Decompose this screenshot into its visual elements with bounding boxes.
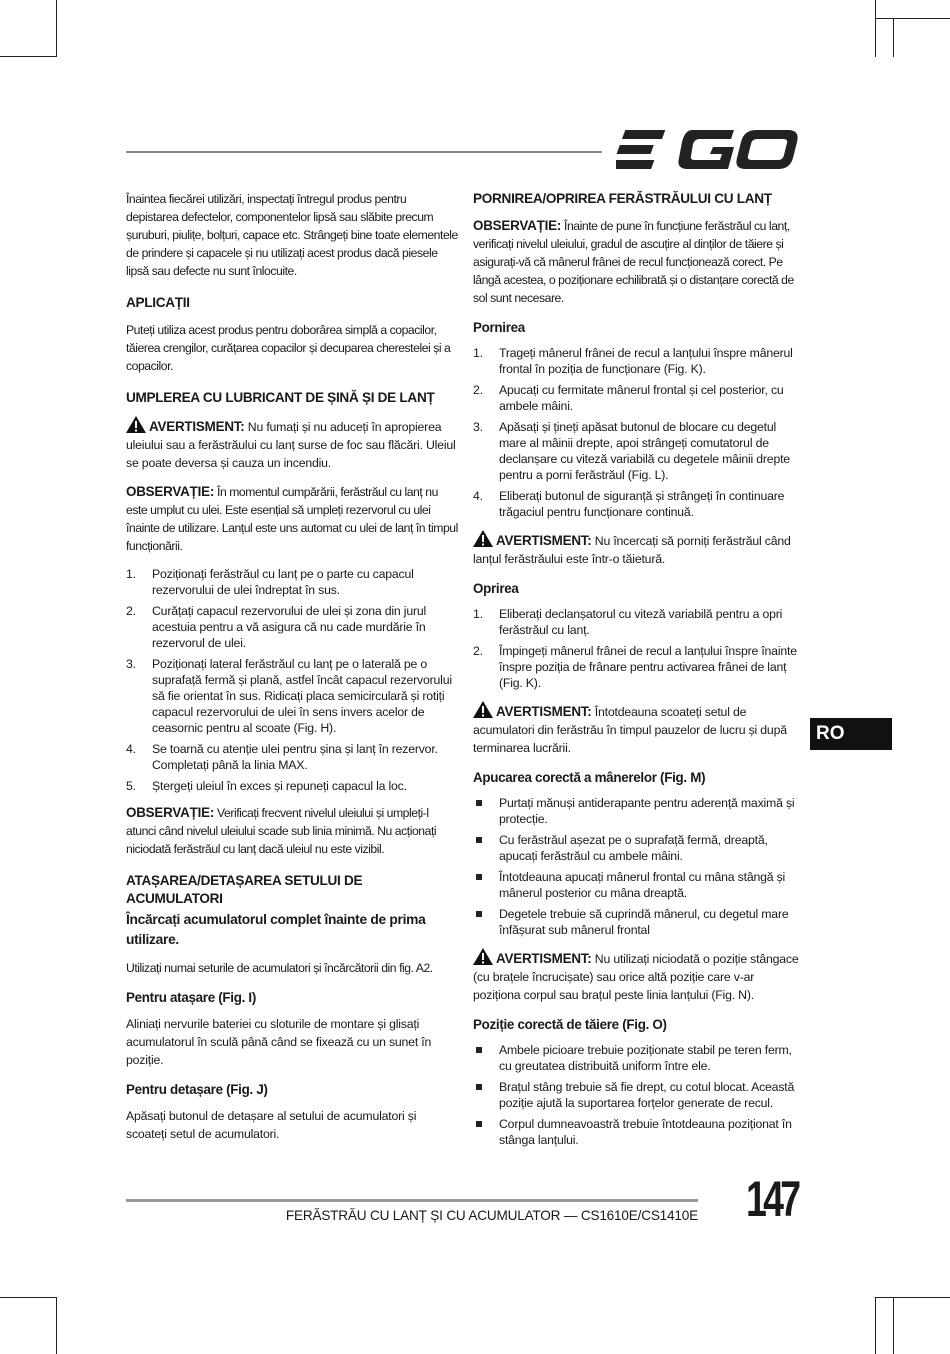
bullet-square-icon (476, 1084, 482, 1090)
battery-paragraph: Utilizați numai seturile de acumulatori și încărcătorii din fig. A2. (126, 961, 433, 975)
list-item (473, 419, 803, 483)
crop-mark (875, 1297, 950, 1298)
list-item (126, 603, 458, 651)
cutting-heading: Poziție corectă de tăiere (Fig. O) (473, 1017, 667, 1032)
step-text: Eliberați declanșatorul cu viteză variabilă pentru a opri ferăstrăul cu lanț. (499, 607, 783, 637)
warning-block (126, 416, 458, 472)
warning-icon (473, 530, 493, 547)
list-item (473, 869, 803, 901)
step-text: Se toarnă cu atenție ulei pentru șina și lanț în rezervor. Completați până la linia MAX. (152, 742, 438, 772)
warning-block (473, 948, 803, 1004)
warning-text: Nu încercați să porniți ferăstrăul când lanțul ferăstrăului este într-o tăietură. (473, 534, 791, 566)
step-number: 4. (473, 489, 483, 503)
step-number: 3. (126, 657, 136, 671)
list-item (473, 1116, 803, 1148)
bullet-text: Brațul stâng trebuie să fie drept, cu cotul blocat. Această poziție ajută la suportarea forțelor generate de recul. (499, 1080, 795, 1110)
detach-paragraph: Apăsați butonul de detașare al setului de acumulatori și scoateți setul de acumulatori. (126, 1109, 417, 1141)
bullet-text: Corpul dumneavoastră trebuie întotdeauna poziționat în stânga lanțului. (499, 1117, 792, 1147)
list-item (473, 1042, 803, 1074)
crop-mark (56, 0, 57, 57)
note-block (126, 804, 458, 858)
step-number: 2. (473, 644, 483, 658)
bullet-text: Purtați mănuși antiderapante pentru aderență maximă și protecție. (499, 796, 795, 826)
note-block (473, 217, 803, 307)
bullet-square-icon (476, 837, 482, 843)
stop-steps (473, 606, 803, 691)
warning-label: AVERTISMENT: (496, 533, 592, 548)
cutting-list (473, 1042, 803, 1148)
warning-text: Întotdeauna scoateți setul de acumulatori din ferăstrău în timpul pauzelor de lucru și după terminarea lucrării. (473, 705, 787, 755)
step-text: Apăsați și țineți apăsat butonul de blocare cu degetul mare al mâinii drepte, apoi strângeți comutatorul de declanșare cu viteză variabilă cu degetele mâinii drepte pentru a porni ferăstrăul (Fig. L). (499, 420, 790, 482)
note-block (126, 483, 458, 555)
step-number: 2. (126, 604, 136, 618)
note-text: În momentul cumpărării, ferăstrăul cu lanț nu este umplut cu ulei. Este esențial să umpleți rezervorul cu ulei înainte de utilizare. Lanțul este uns automat cu ulei de lanț în timpul funcționării. (126, 485, 458, 553)
crop-mark (0, 56, 57, 57)
step-text: Trageți mânerul frânei de recul a lanțului înspre mânerul frontal în poziția de funcționare (Fig. K). (499, 346, 793, 376)
step-text: Apucați cu fermitate mânerul frontal și cel posterior, cu ambele mâini. (499, 383, 784, 413)
note-text: Înainte de pune în funcțiune ferăstrăul cu lanț, verificați nivelul uleiului, gradul de ascuțire al dinților de tăiere și asigurați-vă că mânerul frânei de recul funcționează corect. Pe lângă acestea, o poziționare echilibrată și o distanțare corectă de sol sunt necesare. (473, 219, 794, 305)
stop-heading: Oprirea (473, 581, 519, 596)
section-heading-start-stop: PORNIREA/OPRIREA FERĂSTRĂULUI CU LANȚ (473, 191, 772, 206)
crop-mark (893, 18, 894, 57)
warning-label: AVERTISMENT: (149, 419, 245, 434)
bullet-text: Ambele picioare trebuie poziționate stabil pe teren ferm, cu greutatea distribuită uniform între ele. (499, 1043, 792, 1073)
list-item (473, 832, 803, 864)
crop-mark (0, 1297, 57, 1298)
list-item (473, 382, 803, 414)
grip-list (473, 795, 803, 938)
battery-subheading: Încărcați acumulatorul complet înainte de prima utilizare. (126, 912, 426, 947)
section-heading-applications: APLICAȚII (126, 295, 190, 310)
bullet-square-icon (476, 1121, 482, 1127)
warning-icon (473, 701, 493, 718)
note-label: OBSERVAȚIE: (126, 805, 215, 820)
note-label: OBSERVAȚIE: (126, 484, 215, 499)
section-heading-battery: ATAȘAREA/DETAȘAREA SETULUI DE ACUMULATORI (126, 873, 363, 906)
left-column (126, 190, 458, 1154)
section-heading-lubricant: UMPLEREA CU LUBRICANT DE ȘINĂ ȘI DE LANȚ (126, 390, 435, 405)
list-item (473, 606, 803, 638)
lubricant-steps (126, 566, 458, 794)
footer-title: FERĂSTRĂU CU LANȚ ȘI CU ACUMULATOR — CS1610E/CS1410E (285, 1208, 698, 1223)
list-item (473, 345, 803, 377)
list-item (473, 906, 803, 938)
list-item (473, 488, 803, 520)
header-rule (126, 151, 602, 153)
warning-label: AVERTISMENT: (496, 704, 592, 719)
warning-icon (126, 416, 146, 433)
step-number: 3. (473, 420, 483, 434)
step-number: 1. (126, 567, 136, 581)
attach-paragraph: Aliniați nervurile bateriei cu sloturile de montare și glisați acumulatorul în sculă până când se fixează cu un sunet în poziție. (126, 1017, 432, 1067)
step-number: 2. (473, 383, 483, 397)
ego-logo (616, 128, 800, 172)
step-text: Poziționați lateral ferăstrăul cu lanț pe o laterală pe o suprafață fermă și plană, astfel încât capacul rezervorului să fie orientat în sus. Ridicați placa semicirculară și rotiți capacul rezervorului de ulei în sens invers acelor de ceasornic pentru al scoate (Fig. H). (152, 657, 452, 735)
warning-text: Nu utilizați niciodată o poziție stângace (cu brațele încrucișate) sau orice altă poziție care v-ar poziționa corpul sau brațul peste linia lanțului (Fig. N). (473, 952, 799, 1002)
list-item (126, 778, 458, 794)
grip-heading: Apucarea corectă a mânerelor (Fig. M) (473, 770, 706, 785)
step-text: Împingeți mânerul frânei de recul a lanțului înspre înainte înspre poziția de frânare pentru activarea frânei de lanț (Fig. K). (499, 644, 797, 690)
step-text: Eliberați butonul de siguranță și strângeți în continuare trăgaciul pentru funcționare continuă. (499, 489, 785, 519)
note-label: OBSERVAȚIE: (473, 218, 562, 233)
bullet-square-icon (476, 911, 482, 917)
crop-mark (56, 1297, 57, 1354)
attach-heading: Pentru atașare (Fig. I) (126, 990, 257, 1005)
list-item (126, 741, 458, 773)
note-text: Verificați frecvent nivelul uleiului și umpleți-l atunci când nivelul uleiului scade sub linia minimă. Nu acționați niciodată ferăstrăul cu lanț dacă uleiul nu este vizibil. (126, 806, 437, 856)
list-item (473, 795, 803, 827)
page-number: 147 (746, 1171, 798, 1227)
right-column (473, 190, 803, 1158)
crop-mark (875, 0, 876, 57)
step-number: 4. (126, 742, 136, 756)
bullet-text: Cu ferăstrăul așezat pe o suprafață fermă, dreaptă, apucați ferăstrăul cu ambele mâini. (499, 833, 768, 863)
bullet-square-icon (476, 874, 482, 880)
warning-text: Nu fumați și nu aduceți în apropierea uleiului sau a ferăstrăului cu lanț surse de foc sau flăcări. Uleiul se poate deversa și cauza un incendiu. (126, 420, 456, 470)
bullet-square-icon (476, 1047, 482, 1053)
bullet-text: Degetele trebuie să cuprindă mânerul, cu degetul mare înfășurat sub mânerul frontal (499, 907, 789, 937)
language-tab: RO (810, 718, 892, 750)
intro-paragraph: Înaintea fiecărei utilizări, inspectați întregul produs pentru depistarea defectelor, componentelor lipsă sau slăbite precum șuruburi, piulițe, bolțuri, capace etc. Strângeți bine toate elementele de prindere și capacele și nu utilizați acest produs dacă piesele lipsă sau defecte nu sunt înlocuite. (126, 192, 458, 278)
step-text: Ștergeți uleiul în exces și repuneți capacul la loc. (152, 779, 407, 793)
step-text: Curățați capacul rezervorului de ulei și zona din jurul acestuia pentru a vă asigura că nu cade murdărie în rezervorul de ulei. (152, 604, 427, 650)
bullet-text: Întotdeauna apucați mânerul frontal cu mâna stângă și mânerul posterior cu mâna dreaptă. (499, 870, 786, 900)
crop-mark (875, 1297, 876, 1354)
start-steps (473, 345, 803, 520)
start-heading: Pornirea (473, 320, 525, 335)
crop-mark (875, 18, 950, 19)
warning-label: AVERTISMENT: (496, 951, 592, 966)
crop-mark (893, 1297, 894, 1354)
step-number: 1. (473, 346, 483, 360)
footer-rule (126, 1199, 698, 1202)
step-number: 5. (126, 779, 136, 793)
list-item (126, 656, 458, 736)
list-item (473, 1079, 803, 1111)
step-text: Poziționați ferăstrăul cu lanț pe o parte cu capacul rezervorului de ulei îndreptat în sus. (152, 567, 414, 597)
warning-block (473, 701, 803, 757)
detach-heading: Pentru detașare (Fig. J) (126, 1082, 268, 1097)
step-number: 1. (473, 607, 483, 621)
warning-block (473, 530, 803, 568)
warning-icon (473, 948, 493, 965)
list-item (126, 566, 458, 598)
bullet-square-icon (476, 800, 482, 806)
list-item (473, 643, 803, 691)
applications-paragraph: Puteți utiliza acest produs pentru doborârea simplă a copacilor, tăierea crengilor, curățarea copacilor și decuparea cherestelei și a copacilor. (126, 323, 451, 373)
